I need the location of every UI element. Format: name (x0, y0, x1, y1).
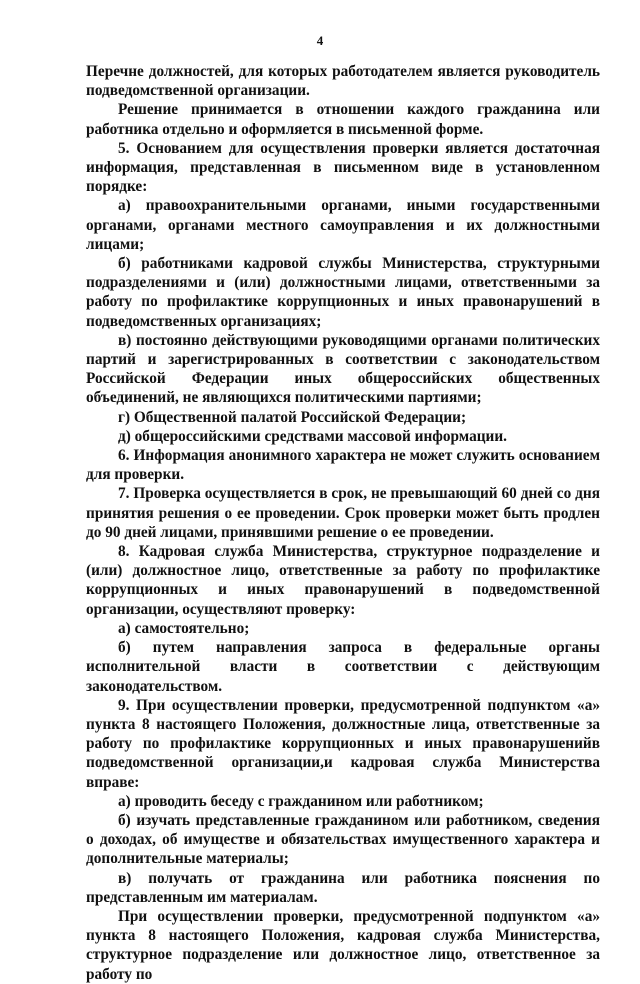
paragraph-item-5d: д) общероссийскими средствами массовой информации. (118, 427, 508, 445)
paragraph-item-7: 7. Проверка осуществляется в срок, не превышающий 60 дней со дня принятия решения о ее проведении. Срок проверки может быть продлен до 90 дней лицами, принявшими решение о ее проведении. (86, 485, 600, 541)
paragraph-continuation: Перечне должностей, для которых работодателем является руководитель подведомственной организации. (86, 63, 600, 100)
paragraph-item-5b: б) работниками кадровой службы Министерства, структурными подразделениями и (или) должностными лицами, ответственными за работу по профилактике коррупционных и иных правонарушений в подведомственных организациях; (86, 255, 600, 330)
paragraph-item-9v: в) получать от гражданина или работника пояснения по представленным им материалам. (86, 869, 600, 906)
paragraph-item-8a: а) самостоятельно; (118, 619, 250, 637)
paragraph-item-5g: г) Общественной палатой Российской Федерации; (118, 408, 467, 426)
paragraph-item-9: 9. При осуществлении проверки, предусмотренной подпунктом «а» пункта 8 настоящего Положения, должностные лица, ответственные за работу по профилактике коррупционных и иных правонарушенийв подведомственной организации,и кадровая служба Министерства вправе: (86, 696, 600, 791)
paragraph-item-5a: а) правоохранительными органами, иными государственными органами, органами местного самоуправления и их должностными лицами; (86, 197, 600, 253)
document-body (86, 62, 600, 984)
paragraph-item-8: 8. Кадровая служба Министерства, структурное подразделение и (или) должностное лицо, ответственные за работу по профилактике коррупционных и иных правонарушений в подведомственной организации, осуществляют проверку: (86, 543, 600, 618)
paragraph-decision: Решение принимается в отношении каждого гражданина или работника отдельно и оформляется в письменной форме. (86, 101, 600, 138)
page-number: 4 (316, 33, 324, 48)
paragraph-item-5v: в) постоянно действующими руководящими органами политических партий и зарегистрированных в соответствии с законодательством Российской Федерации иных общероссийских общественных объединений, не являющихся политическими партиями; (86, 331, 600, 407)
paragraph-item-8b: б) путем направления запроса в федеральные органы исполнительной власти в соответствии с действующим законодательством. (86, 639, 600, 695)
paragraph-final: При осуществлении проверки, предусмотренной подпунктом «а» пункта 8 настоящего Положения, кадровая служба Министерства, структурное подразделение или должностное лицо, ответственное за работу по (86, 907, 600, 983)
paragraph-item-9a: а) проводить беседу с гражданином или работником; (118, 792, 484, 810)
paragraph-item-5: 5. Основанием для осуществления проверки является достаточная информация, представленная в письменном виде в установленном порядке: (86, 139, 600, 196)
paragraph-item-9b: б) изучать представленные гражданином или работником, сведения о доходах, об имуществе и обязательствах имущественного характера и дополнительные материалы; (86, 811, 600, 868)
paragraph-item-6: 6. Информация анонимного характера не может служить основанием для проверки. (86, 447, 600, 484)
